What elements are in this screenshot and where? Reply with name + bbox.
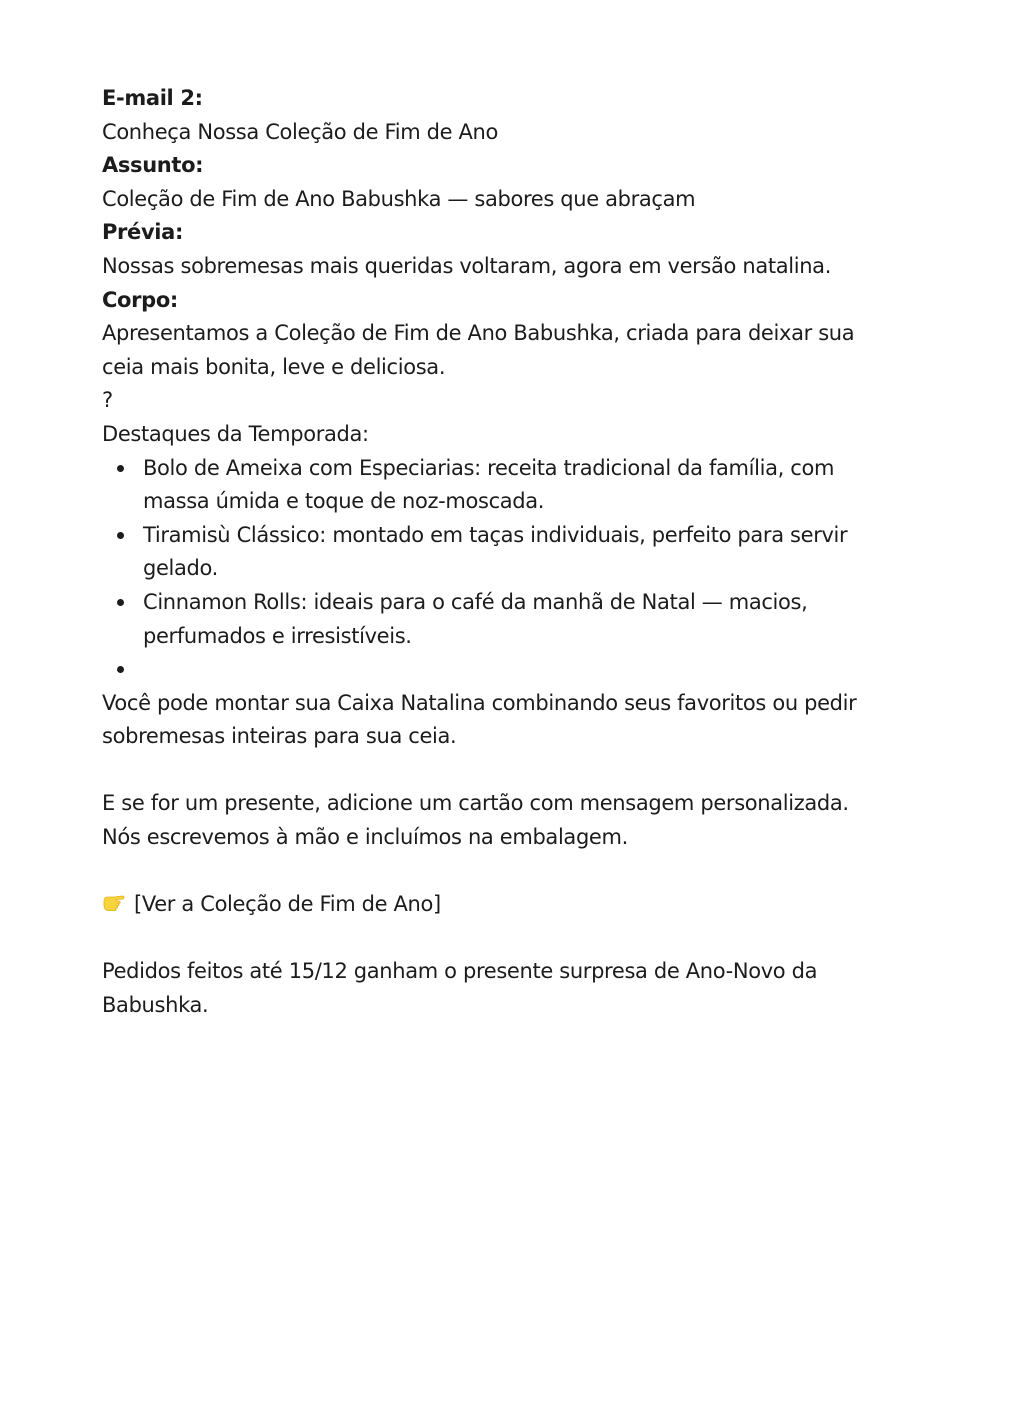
bullet-icon [117, 599, 124, 606]
preview-label: Prévia: [102, 220, 183, 245]
spacer [102, 754, 902, 788]
collection-link[interactable] [102, 888, 902, 922]
highlight-text: Bolo de Ameixa com Especiarias: receita tradicional da família, com massa úmida e toque de noz-moscada. [143, 455, 835, 514]
bullet-icon [117, 666, 124, 673]
email-heading: E-mail 2: [102, 86, 203, 110]
body-label: Corpo: [102, 287, 178, 312]
pointing-hand-icon [102, 893, 128, 913]
spacer [102, 922, 902, 956]
highlights-list [102, 452, 902, 687]
subject-text: Coleção de Fim de Ano Babushka — sabores que abraçam [102, 186, 696, 211]
email-document [102, 82, 902, 1023]
intro-paragraph: Apresentamos a Coleção de Fim de Ano Babushka, criada para deixar sua ceia mais bonita, leve e deliciosa. [102, 321, 861, 379]
highlight-text: Tiramisù Clássico: montado em taças individuais, perfeito para servir gelado. [143, 522, 848, 581]
list-item [102, 452, 863, 519]
list-item [102, 586, 863, 653]
spacer [102, 855, 902, 889]
collection-link-label[interactable]: [Ver a Coleção de Fim de Ano] [134, 892, 441, 917]
email-title: Conheça Nossa Coleção de Fim de Ano [102, 119, 498, 144]
question-mark: ? [102, 388, 113, 413]
list-item-empty [102, 653, 863, 687]
box-paragraph: Você pode montar sua Caixa Natalina combinando seus favoritos ou pedir sobremesas inteiras para sua ceia. [102, 690, 863, 749]
gift-paragraph: E se for um presente, adicione um cartão com mensagem personalizada. Nós escrevemos à mão e incluímos na embalagem. [102, 791, 856, 850]
list-item [102, 519, 863, 586]
bullet-icon [117, 465, 124, 472]
highlights-title: Destaques da Temporada: [102, 421, 369, 446]
footer-paragraph: Pedidos feitos até 15/12 ganham o presente surpresa de Ano-Novo da Babushka. [102, 959, 824, 1018]
preview-text: Nossas sobremesas mais queridas voltaram, agora em versão natalina. [102, 253, 832, 278]
subject-label: Assunto: [102, 153, 204, 178]
bullet-icon [117, 532, 124, 539]
highlight-text: Cinnamon Rolls: ideais para o café da manhã de Natal — macios, perfumados e irresistíveis. [143, 589, 808, 648]
